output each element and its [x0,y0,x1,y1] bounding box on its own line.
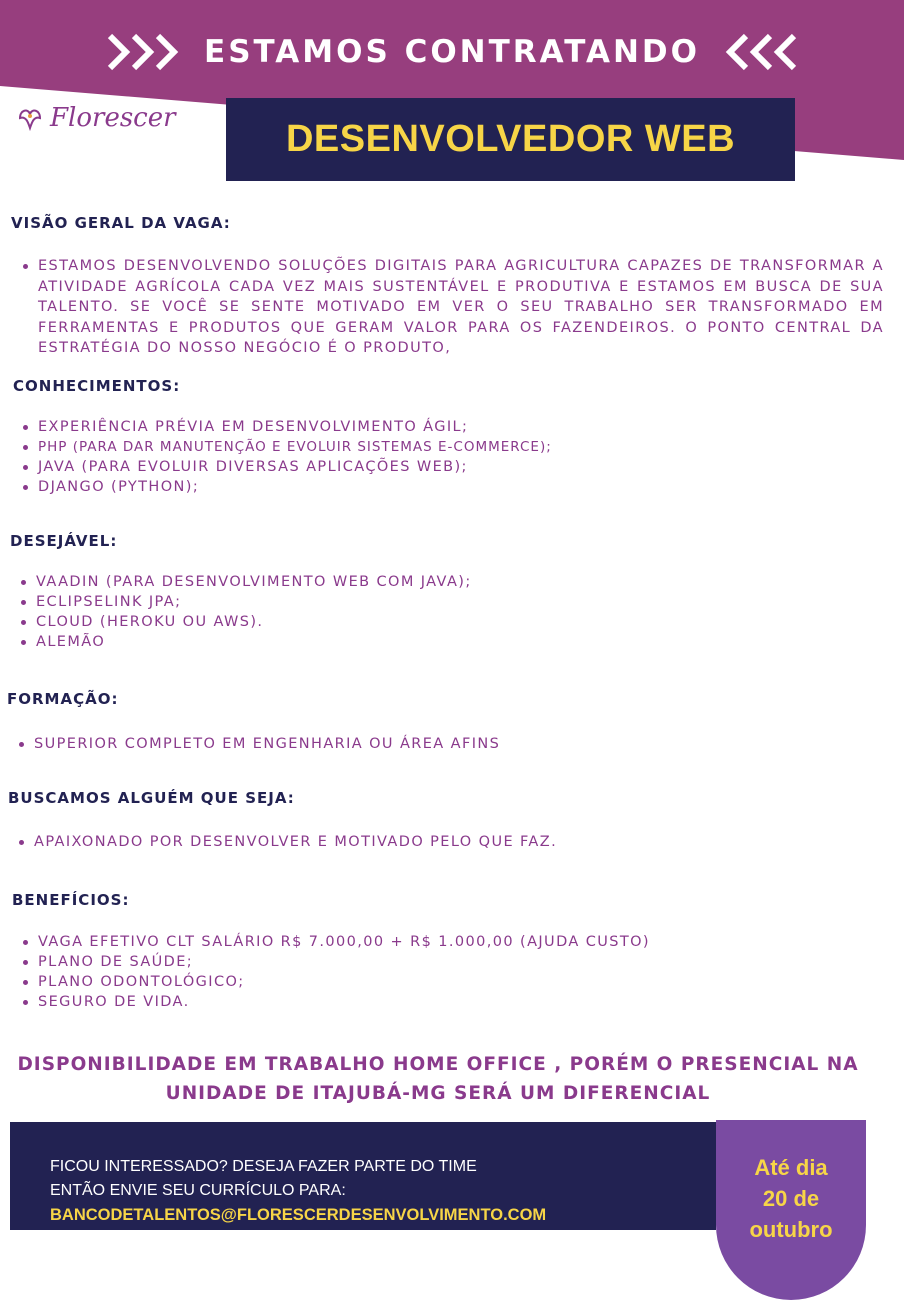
list-item: CLOUD (HEROKU OU AWS). [18,612,472,632]
profile-title: BUSCAMOS ALGUÉM QUE SEJA: [8,789,295,807]
header-row [0,24,904,80]
hiring-heading: ESTAMOS CONTRATANDO [204,34,700,70]
florescer-logo-icon [16,104,44,132]
list-item: JAVA (PARA EVOLUIR DIVERSAS APLICAÇÕES WEB); [20,457,552,477]
availability-line-2: UNIDADE DE ITAJUBÁ-MG SERÁ UM DIFERENCIAL [165,1083,711,1104]
list-item: PLANO DE SAÚDE; [20,952,650,972]
contact-email[interactable]: BANCODETALENTOS@FLORESCERDESENVOLVIMENTO.COM [50,1206,547,1224]
list-item: SEGURO DE VIDA. [20,992,650,1012]
deadline-line-1: Até dia [754,1155,828,1180]
list-item: VAGA EFETIVO CLT SALÁRIO R$ 7.000,00 + R$ 1.000,00 (AJUDA CUSTO) [20,932,650,952]
overview-paragraph [20,256,884,359]
desirable-title: DESEJÁVEL: [10,532,118,550]
profile-list [16,832,557,852]
chevrons-right-icon [106,32,182,72]
education-title: FORMAÇÃO: [7,690,119,708]
job-title-box [226,98,795,181]
list-item: PLANO ODONTOLÓGICO; [20,972,650,992]
availability-line-1: DISPONIBILIDADE EM TRABALHO HOME OFFICE , PORÉM O PRESENCIAL NA [17,1054,859,1075]
logo-text: Florescer [50,103,176,133]
desirable-list [18,572,472,652]
list-item: SUPERIOR COMPLETO EM ENGENHARIA OU ÁREA AFINS [16,734,500,754]
availability-note [0,1050,876,1108]
list-item: ALEMÃO [18,632,472,652]
overview-text: ESTAMOS DESENVOLVENDO SOLUÇÕES DIGITAIS PARA AGRICULTURA CAPAZES DE TRANSFORMAR A ATIVIDADE AGRÍCOLA CADA VEZ MAIS SUSTENTÁVEL E PRODUTIVA E ESTAMOS EM BUSCA DE SUA TALENTO. SE VOCÊ SE SENTE MOTIVADO EM VER O SEU TRABALHO SER TRANSFORMADO EM FERRAMENTAS E PRODUTOS QUE GERAM VALOR PARA OS FAZENDEIROS. O PONTO CENTRAL DA ESTRATÉGIA DO NOSSO NEGÓCIO É O PRODUTO, [38,258,884,356]
list-item: PHP (PARA DAR MANUTENÇÃO E EVOLUIR SISTEMAS E-COMMERCE); [20,437,552,457]
list-item: DJANGO (PYTHON); [20,477,552,497]
list-item: EXPERIÊNCIA PRÉVIA EM DESENVOLVIMENTO ÁGIL; [20,417,552,437]
deadline-line-2: 20 de [762,1186,820,1211]
list-item: VAADIN (PARA DESENVOLVIMENTO WEB COM JAVA); [18,572,472,592]
list-item: ECLIPSELINK JPA; [18,592,472,612]
knowledge-title: CONHECIMENTOS: [13,377,181,395]
contact-line-1: FICOU INTERESSADO? DESEJA FAZER PARTE DO TIME [50,1158,477,1175]
education-list [16,734,500,754]
deadline-line-3: outubro [749,1217,833,1242]
bullet-icon [23,264,28,269]
deadline-badge [716,1120,866,1300]
overview-title: VISÃO GERAL DA VAGA: [11,214,231,232]
knowledge-list [20,417,552,497]
company-logo [16,100,176,136]
job-title: DESENVOLVEDOR WEB [285,118,736,160]
benefits-title: BENEFÍCIOS: [12,891,130,909]
list-item: APAIXONADO POR DESENVOLVER E MOTIVADO PELO QUE FAZ. [16,832,557,852]
contact-line-2: ENTÃO ENVIE SEU CURRÍCULO PARA: [50,1182,346,1199]
chevrons-left-icon [722,32,798,72]
benefits-list [20,932,650,1012]
contact-text [50,1155,546,1227]
